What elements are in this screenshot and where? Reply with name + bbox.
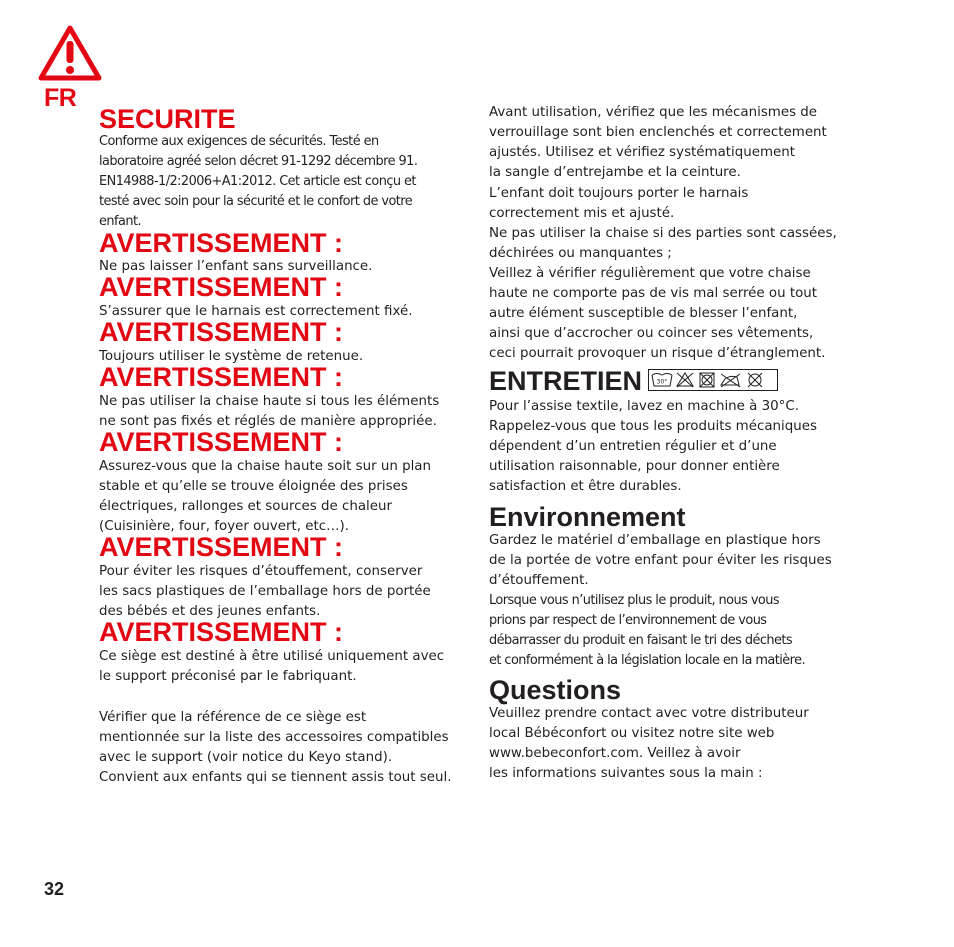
text-line: testé avec soin pour la sécurité et le confort de votre xyxy=(99,194,413,209)
text-line: Ce siège est destiné à être utilisé uniquement avec xyxy=(99,649,445,664)
text-line: Conforme aux exigences de sécurités. Testé en xyxy=(99,134,379,149)
text-line: les sacs plastiques de l’emballage hors de portée xyxy=(99,584,431,599)
text-line: avec le support (voir notice du Keyo stand). xyxy=(99,750,393,765)
text-line: correctement mis et ajusté. xyxy=(489,206,675,221)
text-line: enfant. xyxy=(99,214,142,229)
text-line: local Bébéconfort ou visitez notre site web xyxy=(489,726,775,741)
questions-heading: Questions xyxy=(489,675,622,705)
care-symbols xyxy=(648,369,778,391)
text-line: L’enfant doit toujours porter le harnais xyxy=(489,186,749,201)
warning-heading: AVERTISSEMENT : xyxy=(99,228,344,258)
wash-30-icon xyxy=(652,374,672,387)
text-line: Ne pas laisser l’enfant sans surveillance. xyxy=(99,259,373,274)
text-line: Veuillez prendre contact avec votre distributeur xyxy=(489,706,809,721)
text-line: Convient aux enfants qui se tiennent assis tout seul. xyxy=(99,770,452,785)
text-line: satisfaction et être durables. xyxy=(489,479,682,494)
text-line: Ne pas utiliser la chaise haute si tous les éléments xyxy=(99,394,440,409)
text-line: mentionnée sur la liste des accessoires compatibles xyxy=(99,730,449,745)
text-line: EN14988-1/2:2006+A1:2012. Cet article est conçu et xyxy=(99,174,416,189)
text-line: ne sont pas fixés et réglés de manière appropriée. xyxy=(99,414,437,429)
text-line: prions par respect de l’environnement de vous xyxy=(489,613,767,628)
text-line: ajustés. Utilisez et vérifiez systématiquement xyxy=(489,145,796,160)
warning-heading: AVERTISSEMENT : xyxy=(99,317,344,347)
no-bleach-icon xyxy=(677,373,693,387)
text-line: Ne pas utiliser la chaise si des parties sont cassées, xyxy=(489,226,837,241)
text-line: et conformément à la législation locale en la matière. xyxy=(489,653,806,668)
text-line: la sangle d’entrejambe et la ceinture. xyxy=(489,165,741,180)
text-line: Rappelez-vous que tous les produits mécaniques xyxy=(489,419,817,434)
warning-heading: AVERTISSEMENT : xyxy=(99,532,344,562)
text-line: Pour éviter les risques d’étouffement, conserver xyxy=(99,564,423,579)
text-line: Avant utilisation, vérifiez que les mécanismes de xyxy=(489,105,818,120)
no-iron-icon xyxy=(721,374,740,387)
text-line: électriques, rallonges et sources de chaleur xyxy=(99,499,392,514)
text-line: d’étouffement. xyxy=(489,573,589,588)
text-line: laboratoire agréé selon décret 91-1292 décembre 91. xyxy=(99,154,418,169)
text-line: ainsi que d’accrocher ou coincer ses vêtements, xyxy=(489,326,814,341)
warning-heading: AVERTISSEMENT : xyxy=(99,272,344,302)
text-line: le support préconisé par le fabriquant. xyxy=(99,669,357,684)
text-line: Pour l’assise textile, lavez en machine à 30°C. xyxy=(489,399,799,414)
page-number: 32 xyxy=(44,879,65,899)
text-line: haute ne comporte pas de vis mal serrée ou tout xyxy=(489,286,818,301)
securite-heading: SECURITE xyxy=(99,104,236,134)
text-line: les informations suivantes sous la main : xyxy=(489,766,763,781)
text-line: de la portée de votre enfant pour éviter les risques xyxy=(489,553,832,568)
text-line: Lorsque vous n’utilisez plus le produit, nous vous xyxy=(489,593,780,608)
language-code: FR xyxy=(44,84,77,112)
warning-heading: AVERTISSEMENT : xyxy=(99,617,344,647)
text-line: des bébés et des jeunes enfants. xyxy=(99,604,321,619)
no-dry-clean-icon xyxy=(748,373,762,387)
text-line: dépendent d’un entretien régulier et d’une xyxy=(489,439,777,454)
text-line: déchirées ou manquantes ; xyxy=(489,246,672,261)
warning-heading: AVERTISSEMENT : xyxy=(99,427,344,457)
text-line: verrouillage sont bien enclenchés et correctement xyxy=(489,125,827,140)
text-line: ceci pourrait provoquer un risque d’étranglement. xyxy=(489,346,826,361)
svg-text:30°: 30° xyxy=(656,378,668,386)
entretien-heading: ENTRETIEN xyxy=(489,366,643,396)
text-line: stable et qu’elle se trouve éloignée des prises xyxy=(99,479,408,494)
text-line: Veillez à vérifier régulièrement que votre chaise xyxy=(489,266,811,281)
text-line: Assurez-vous que la chaise haute soit sur un plan xyxy=(99,459,431,474)
text-line: (Cuisinière, four, foyer ouvert, etc…). xyxy=(99,519,349,534)
text-line: S’assurer que le harnais est correctement fixé. xyxy=(99,304,413,319)
text-line: www.bebeconfort.com. Veillez à avoir xyxy=(489,746,741,761)
text-line: Vérifier que la référence de ce siège est xyxy=(99,710,367,725)
text-line: débarrasser du produit en faisant le tri des déchets xyxy=(489,633,793,648)
environnement-heading: Environnement xyxy=(489,502,686,532)
text-line: utilisation raisonnable, pour donner entière xyxy=(489,459,780,474)
no-tumble-dry-icon xyxy=(700,373,714,387)
warning-heading: AVERTISSEMENT : xyxy=(99,362,344,392)
text-line: Gardez le matériel d’emballage en plastique hors xyxy=(489,533,821,548)
text-line: Toujours utiliser le système de retenue. xyxy=(99,349,364,364)
text-line: autre élément susceptible de blesser l’enfant, xyxy=(489,306,798,321)
